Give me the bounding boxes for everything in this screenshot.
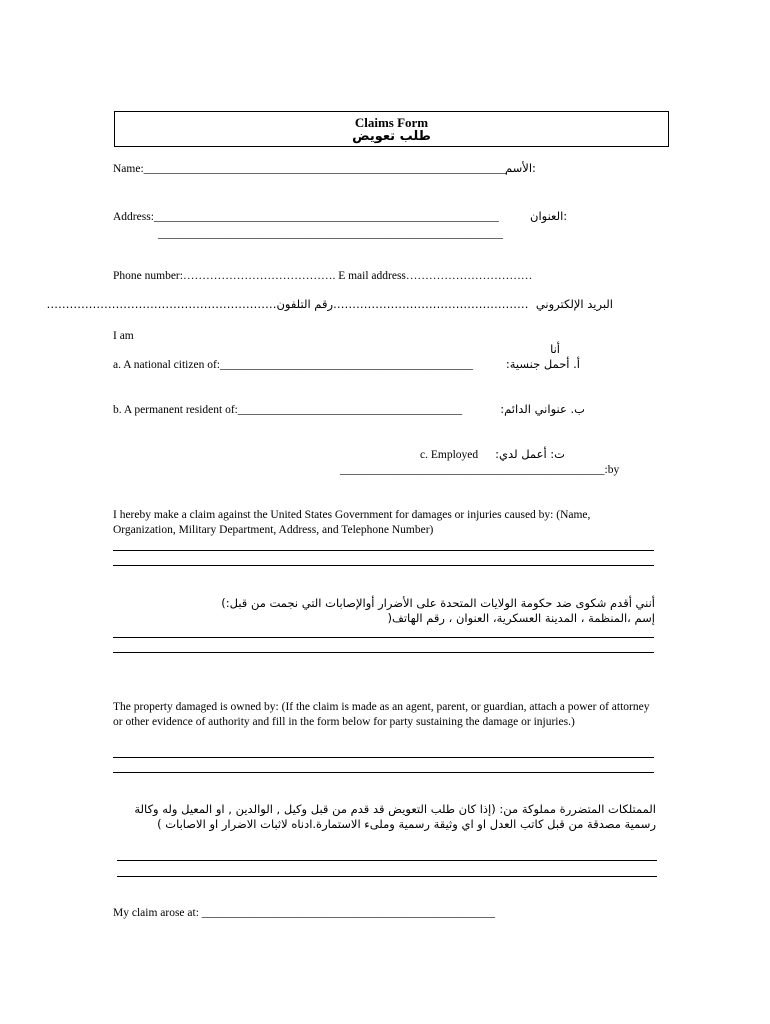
property-arabic-line-2[interactable] <box>117 876 657 877</box>
national-citizen-field[interactable]: a. A national citizen of:____________________________________________ <box>113 359 473 371</box>
form-title-box <box>114 111 669 147</box>
permanent-resident-field[interactable]: b. A permanent resident of:_______________________________________ <box>113 404 463 416</box>
name-field-label-arabic: :الأسم <box>505 161 536 175</box>
property-line-2[interactable] <box>113 772 654 773</box>
i-am-label-arabic: أنا <box>550 342 560 356</box>
phone-email-field-label-arabic[interactable]: البريد الإلكتروني ……………………………………………رقم التلفون…………………………………………………… <box>46 297 613 311</box>
claim-arose-field[interactable]: My claim arose at: ___________________________________________________ <box>113 907 496 919</box>
claim-arabic-line-2[interactable] <box>113 652 654 653</box>
claim-statement-arabic-2: إسم ،المنظمة ، المدينة العسكرية، العنوان ، رقم الهاتف( <box>387 611 655 625</box>
claim-statement: I hereby make a claim against the United States Government for damages or injuries caused by: (Name, Organization, Military Department, Address, and Telephone Number) <box>113 509 591 536</box>
claim-arabic-line-1[interactable] <box>113 637 654 638</box>
property-owner-statement: The property damaged is owned by: (If the claim is made as an agent, parent, or guardian, attach a power of attorney or other evidence of authority and fill in the form below for party sustaining the damage or injuries.) <box>113 701 650 728</box>
claim-line-1[interactable] <box>113 550 654 551</box>
claim-statement-arabic-1: أنني أقدم شكوى ضد حكومة الولايات المتحدة على الأضرار أوالإصابات التي نجمت من قبل:) <box>221 596 655 610</box>
address-line-2[interactable]: ____________________________________________________________ <box>158 228 503 240</box>
i-am-label: I am <box>113 330 134 342</box>
claim-line-2[interactable] <box>113 565 654 566</box>
national-citizen-field-arabic: أ. أحمل جنسية: <box>505 357 580 371</box>
property-owner-statement-arabic: الممتلكات المتضررة مملوكة من: (إذا كان طلب التعويض قد قدم من قبل وكيل , الوالدين , او المعيل وله وكالة رسمية مصدقة من قبل كاتب العدل او اي وثيقة رسمية وملىء الاستمارة.ادناه لاثبات الاضرار او الاصابات ) <box>134 802 656 831</box>
employed-label: c. Employed <box>420 449 479 461</box>
address-field-label[interactable]: Address:____________________________________________________________ <box>113 211 499 223</box>
employed-label-arabic: ت: أعمل لدي: <box>495 447 565 461</box>
permanent-resident-field-arabic: ب. عنواني الدائم: <box>500 402 585 416</box>
employed-by-field[interactable]: ______________________________________________:by <box>340 464 620 476</box>
property-arabic-line-1[interactable] <box>117 860 657 861</box>
phone-email-field-label[interactable]: Phone number:…………………………………. E mail address…………………………… <box>113 270 533 282</box>
address-field-label-arabic: :العنوان <box>530 209 568 223</box>
form-title-english: Claims Form <box>354 115 429 130</box>
form-title-arabic: طلب تعويض <box>352 129 431 144</box>
name-field-label[interactable]: Name:_______________________________________________________________ <box>113 163 506 175</box>
property-line-1[interactable] <box>113 757 654 758</box>
